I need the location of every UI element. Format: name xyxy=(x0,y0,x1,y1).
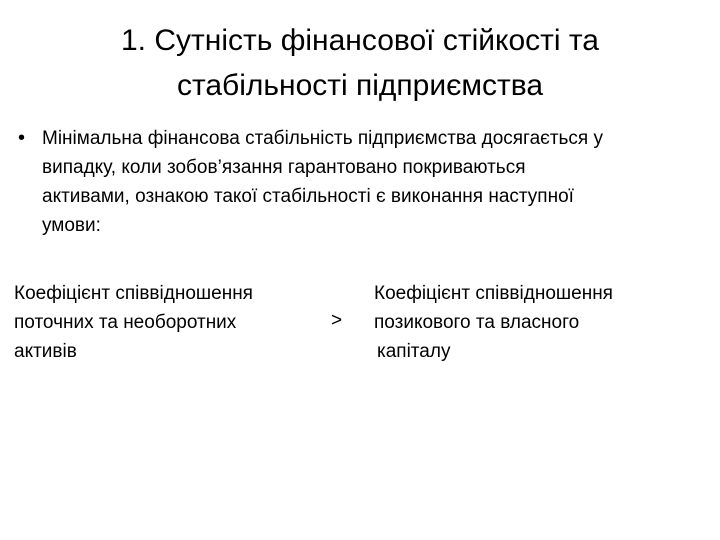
bullet-line: випадку, коли зобов’язання гарантовано покриваються xyxy=(42,157,526,178)
formula-right-line: позикового та власного xyxy=(374,312,580,333)
bullet-icon: • xyxy=(18,127,26,149)
bullet-line: Мінімальна фінансова стабільність підприємства досягається у xyxy=(42,128,604,149)
slide-title xyxy=(40,18,680,108)
formula-right-term xyxy=(374,279,694,366)
formula-left-term xyxy=(14,279,314,366)
bullet-paragraph xyxy=(18,124,698,240)
bullet-text xyxy=(42,124,698,240)
slide-title-line-1: 1. Сутність фінансової стійкості та xyxy=(121,24,599,57)
greater-than-operator: > xyxy=(331,310,343,331)
formula-right-line: капіталу xyxy=(377,341,451,362)
bullet-line: умови: xyxy=(42,215,101,236)
slide-title-line-2: стабільності підприємства xyxy=(176,69,544,102)
formula-left-line: поточних та необоротних xyxy=(14,312,237,333)
formula-right-line: Коефіцієнт співвідношення xyxy=(374,283,613,304)
formula-left-line: активів xyxy=(14,341,77,362)
bullet-line: активами, ознакою такої стабільності є виконання наступної xyxy=(42,186,574,207)
formula-left-line: Коефіцієнт співвідношення xyxy=(14,283,253,304)
